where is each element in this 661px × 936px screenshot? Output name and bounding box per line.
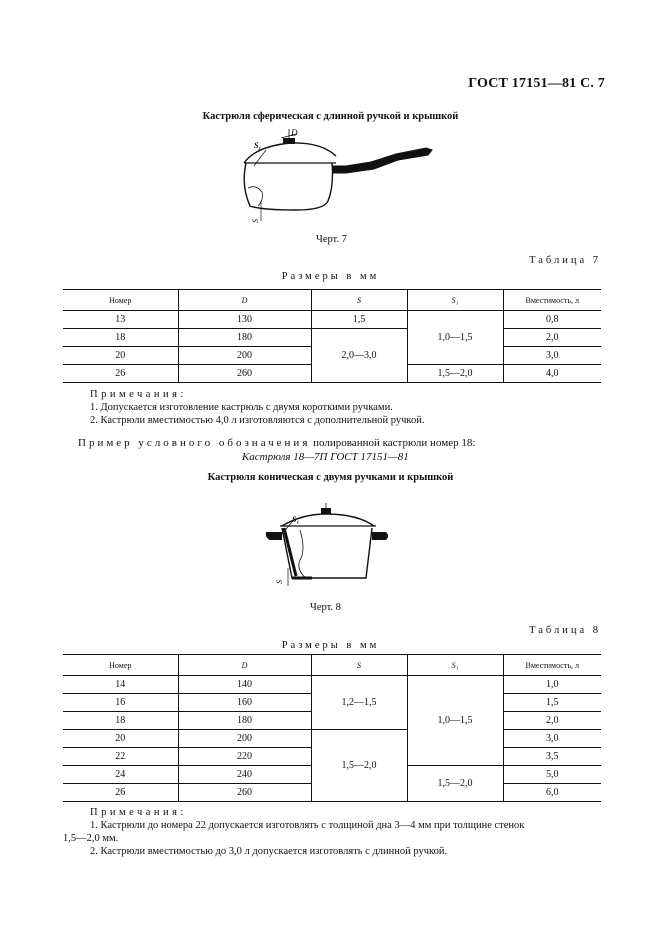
table7 [63,289,601,383]
table-cell: 18 [63,329,178,347]
figure8-title: Кастрюля коническая с двумя ручками и крышкой [207,472,454,483]
example-spaced: Пример условного обозначения [78,437,311,449]
table-cell: 1,5 [503,694,601,712]
figure7-caption: Черт. 7 [316,234,347,245]
example-rest: полированной кастрюли номер 18: [310,437,476,449]
table-row [63,311,601,329]
table-cell: 4,0 [503,365,601,383]
table-cell: 26 [63,365,178,383]
table-cell: 1,0 [503,676,601,694]
table-cell: 160 [178,694,311,712]
table-cell: 3,0 [503,730,601,748]
figure8-drawing [262,500,392,590]
table8 [63,654,601,802]
table-cell: 14 [63,676,178,694]
table-cell: 2,0—3,0 [311,329,407,383]
table-cell: 1,5—2,0 [407,365,503,383]
notes-title: Примечания: [90,807,187,818]
table-cell: 1,5 [311,311,407,329]
figure7-label-d: D [291,128,298,138]
table-cell: 20 [63,730,178,748]
table-cell: 240 [178,766,311,784]
figure7-label-s1: S₁ [254,141,262,150]
table-row [63,676,601,694]
table-cell: 18 [63,712,178,730]
table-cell: 220 [178,748,311,766]
table-cell: 22 [63,748,178,766]
table8-name: Таблица 8 [529,625,601,636]
table-cell: 1,0—1,5 [407,676,503,766]
figure8-caption: Черт. 8 [310,602,341,613]
page-header: ГОСТ 17151—81 С. 7 [468,76,605,91]
table-cell: 200 [178,730,311,748]
example-designation: Кастрюля 18—7П ГОСТ 17151—81 [242,451,409,463]
table-cell: 13 [63,311,178,329]
table8-col-s: S [311,655,407,676]
table-cell: 200 [178,347,311,365]
table8-header-row [63,655,601,676]
table-row [63,329,601,347]
table-cell: 26 [63,784,178,802]
table-cell: 24 [63,766,178,784]
table7-col-num: Номер [63,290,178,311]
table-cell: 2,0 [503,712,601,730]
table7-notes [90,388,424,427]
table8-notes [63,806,601,858]
table-cell: 3,5 [503,748,601,766]
table-cell: 20 [63,347,178,365]
table-cell: 260 [178,365,311,383]
table-cell: 180 [178,329,311,347]
table7-col-s1: S₁ [407,290,503,311]
table-cell: 130 [178,311,311,329]
table-cell: 1,5—2,0 [407,766,503,802]
table8-col-d: D [178,655,311,676]
table7-col-d: D [178,290,311,311]
table7-name: Таблица 7 [529,255,601,266]
note-item: 1. Допускается изготовление кастрюль с двумя короткими ручками. [90,402,393,413]
table8-col-num: Номер [63,655,178,676]
table8-col-s1: S₁ [407,655,503,676]
table8-col-capacity: Вместимость, л [503,655,601,676]
figure8-label-s1: S₁ [292,515,300,524]
table-cell: 180 [178,712,311,730]
table-row [63,730,601,748]
note-item: 2. Кастрюли вместимостью до 3,0 л допускается изготовлять с длинной ручкой. [90,846,448,857]
table-cell: 1,5—2,0 [311,730,407,802]
note-item-continuation: 1,5—2,0 мм. [63,833,119,844]
figure7-title: Кастрюля сферическая с длинной ручкой и крышкой [202,111,459,122]
table7-col-s: S [311,290,407,311]
figure8-label-s: S [275,580,284,584]
figure7-drawing [236,126,446,231]
example-line [78,437,475,449]
table7-header-row [63,290,601,311]
note-item: 1. Кастрюли до номера 22 допускается изготовлять с толщиной дна 3—4 мм при толщине стенок [90,820,525,831]
table-cell: 5,0 [503,766,601,784]
table-cell: 140 [178,676,311,694]
notes-title: Примечания: [90,389,187,400]
table-cell: 260 [178,784,311,802]
table-cell: 2,0 [503,329,601,347]
table7-units: Размеры в мм [281,271,380,282]
table-cell: 3,0 [503,347,601,365]
table-cell: 1,2—1,5 [311,676,407,730]
figure7-label-s: S [251,219,260,223]
table-cell: 6,0 [503,784,601,802]
table7-col-capacity: Вместимость, л [503,290,601,311]
table-cell: 0,8 [503,311,601,329]
note-item: 2. Кастрюли вместимостью 4,0 л изготовляются с дополнительной ручкой. [90,415,425,426]
table-cell: 16 [63,694,178,712]
table8-units: Размеры в мм [281,640,380,651]
table-cell: 1,0—1,5 [407,311,503,365]
